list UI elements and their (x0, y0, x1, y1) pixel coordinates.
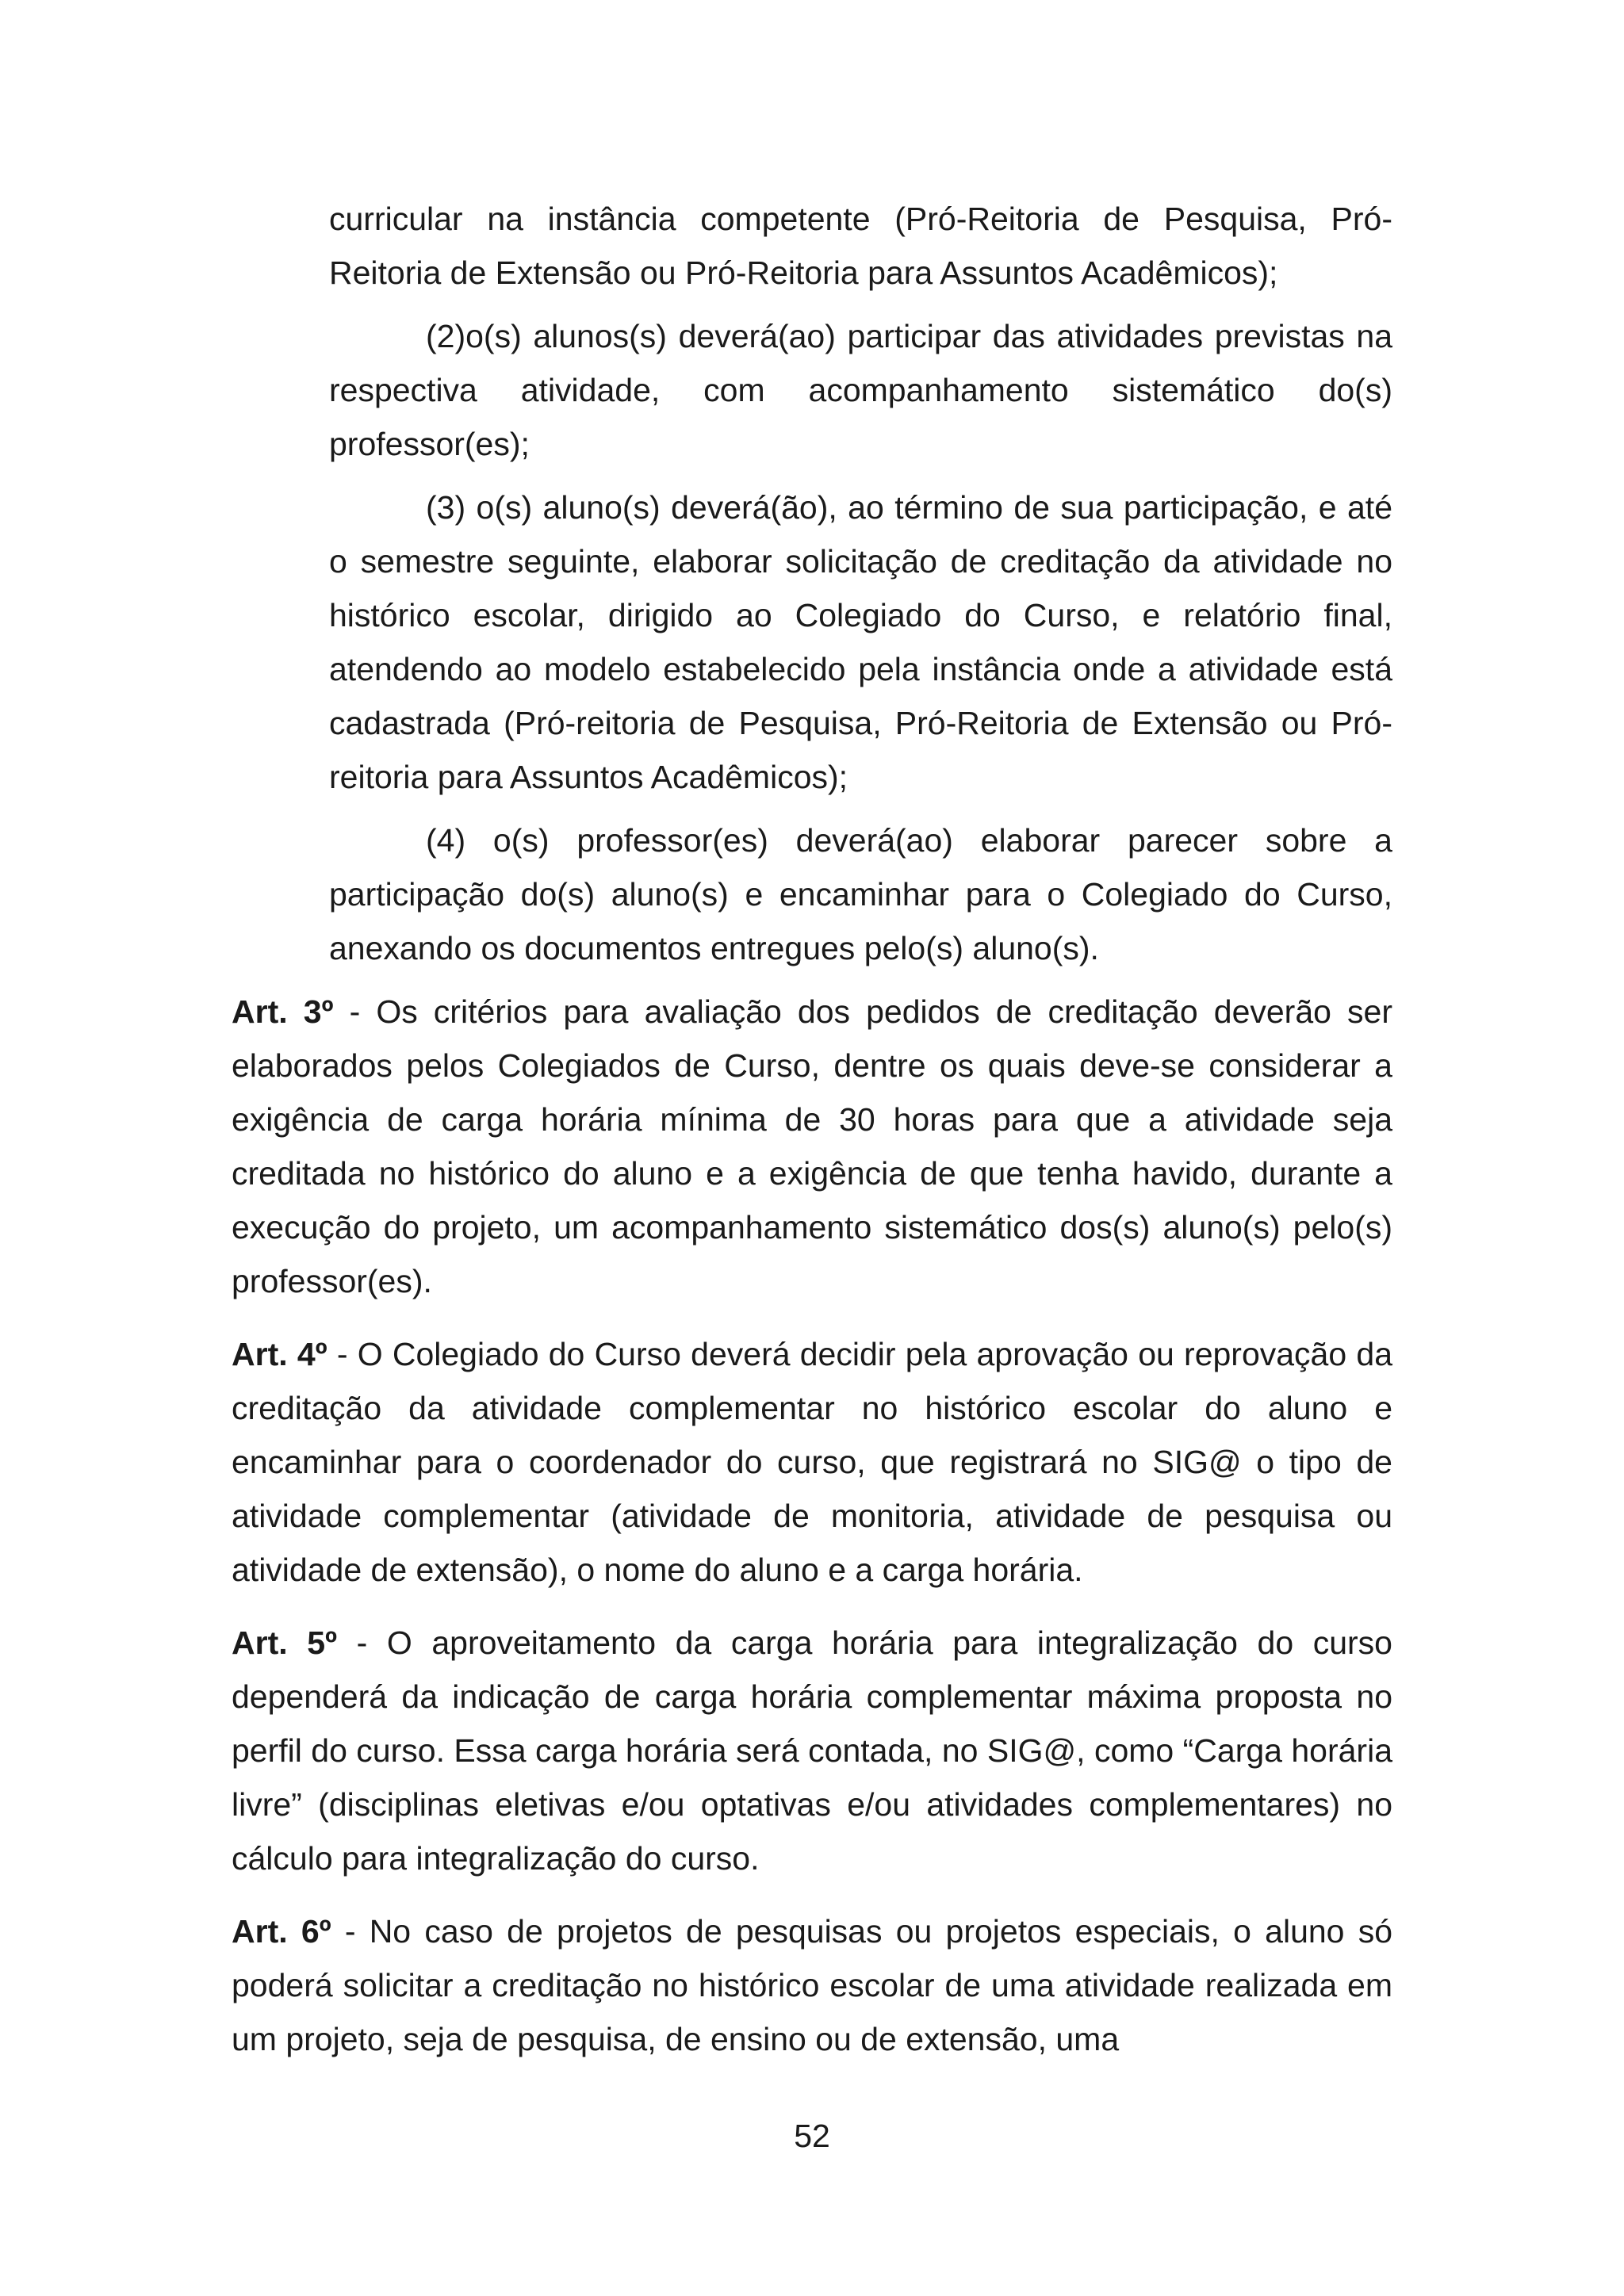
article-5-text: - O aproveitamento da carga horária para integralização do curso dependerá da indicação de carga horária complementar máxima proposta no perfil do curso. Essa carga horária será contada, no SIG@, como “Carga horária livre” (disciplinas eletivas e/ou optativas e/ou atividades complementares) no cálculo para integralização do curso. (232, 1624, 1392, 1877)
article-3-text: - Os critérios para avaliação dos pedidos de creditação deverão ser elaborados pelos Colegiados de Curso, dentre os quais deve-se considerar a exigência de carga horária mínima de 30 horas para que a atividade seja creditada no histórico do aluno e a exigência de que tenha havido, durante a execução do projeto, um acompanhamento sistemático dos(s) aluno(s) pelo(s) professor(es). (232, 993, 1392, 1299)
list-item-2: (2)o(s) alunos(s) deverá(ao) participar das atividades previstas na respectiva atividade, com acompanhamento sistemático do(s) professor(es); (329, 318, 1392, 462)
list-item-4: (4) o(s) professor(es) deverá(ao) elaborar parecer sobre a participação do(s) aluno(s) e encaminhar para o Colegiado do Curso, anexando os documentos entregues pelo(s) aluno(s). (329, 822, 1392, 966)
article-4 (232, 1327, 1392, 1597)
indented-list (329, 192, 1392, 975)
article-6-text: - No caso de projetos de pesquisas ou projetos especiais, o aluno só poderá solicitar a creditação no histórico escolar de uma atividade realizada em um projeto, seja de pesquisa, de ensino ou de extensão, uma (232, 1913, 1392, 2057)
article-3-label: Art. 3º (232, 993, 334, 1030)
article-4-text: - O Colegiado do Curso deverá decidir pela aprovação ou reprovação da creditação da atividade complementar no histórico escolar do aluno e encaminhar para o coordenador do curso, que registrará no SIG@ o tipo de atividade complementar (atividade de monitoria, atividade de pesquisa ou atividade de extensão), o nome do aluno e a carga horária. (232, 1336, 1392, 1588)
list-item-3: (3) o(s) aluno(s) deverá(ão), ao término de sua participação, e até o semestre seguinte, elaborar solicitação de creditação da atividade no histórico escolar, dirigido ao Colegiado do Curso, e relatório final, atendendo ao modelo estabelecido pela instância onde a atividade está cadastrada (Pró-reitoria de Pesquisa, Pró-Reitoria de Extensão ou Pró-reitoria para Assuntos Acadêmicos); (329, 489, 1392, 795)
page-number: 52 (794, 2118, 830, 2154)
list-continuation-paragraph: curricular na instância competente (Pró-Reitoria de Pesquisa, Pró-Reitoria de Extensão ou Pró-Reitoria para Assuntos Acadêmicos); (329, 201, 1392, 291)
article-5 (232, 1616, 1392, 1885)
article-4-label: Art. 4º (232, 1336, 327, 1372)
article-5-label: Art. 5º (232, 1624, 337, 1661)
article-6 (232, 1904, 1392, 2066)
document-body (232, 192, 1392, 2085)
article-6-label: Art. 6º (232, 1913, 331, 1950)
article-3 (232, 985, 1392, 1308)
